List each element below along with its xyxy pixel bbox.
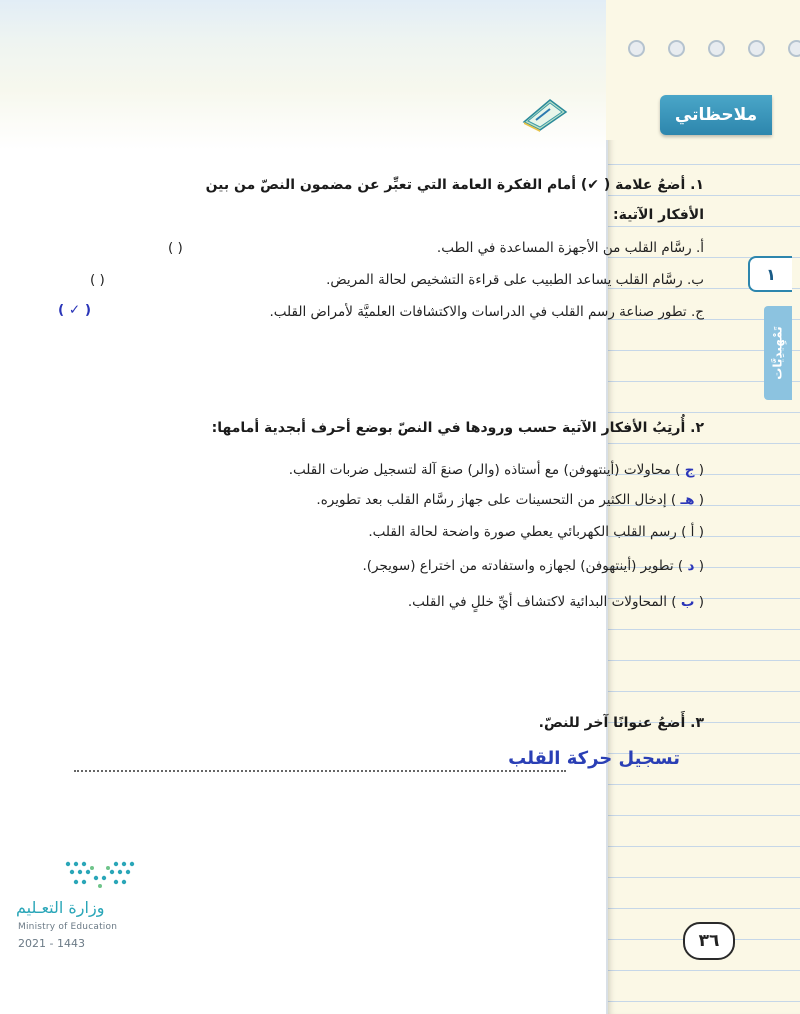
q2-item-letter: ب (680, 594, 695, 610)
page-number (683, 922, 735, 960)
q1-item-c (269, 304, 704, 320)
q2-item: ( هـ ) إدخال الكثير من التحسينات على جهاز رسَّام القلب بعد تطويره. (316, 492, 704, 508)
q1-item-text: ب. رسَّام القلب يساعد الطبيب على قراءة التشخيص لحالة المريض. (326, 272, 704, 288)
q2-item-text: تطوير (أينتهوفن) لجهازه واستفادته من اختراع (سويجر). (362, 558, 674, 574)
activity-book-icon (520, 96, 568, 132)
binder-ring-icon (788, 40, 800, 57)
q2-item: ( أ ) رسم القلب الكهربائي يعطي صورة واضحة لحالة القلب. (368, 524, 704, 540)
q2-item-text: إدخال الكثير من التحسينات على جهاز رسَّام القلب بعد تطويره. (316, 492, 667, 508)
binder-ring-icon (668, 40, 685, 57)
q2-item-letter: هـ (680, 492, 695, 508)
q2-item-text: رسم القلب الكهربائي يعطي صورة واضحة لحالة القلب. (368, 524, 677, 540)
q1-title-line1: ١. أضعُ علامة ( ✔) أمام الفكرة العامة التي تعبِّر عن مضمون النصّ من بين (205, 177, 704, 193)
q3-title: ٣. أَضعُ عنوانًا آخر للنصّ. (538, 715, 704, 731)
notes-tab (660, 95, 772, 135)
q2-item: ( ج ) محاولات (أينتهوفن) مع أستاذه (والر) صنعَ آلة لتسجيل ضربات القلب. (288, 462, 704, 478)
binder-rings (628, 40, 800, 60)
binder-ring-icon (628, 40, 645, 57)
q2-item-letter: أ (690, 524, 695, 540)
binder-ring-icon (748, 40, 765, 57)
unit-number-tab (748, 256, 792, 292)
q2-item: ( د ) تطوير (أينتهوفن) لجهازه واستفادته من اختراع (سويجر). (362, 558, 704, 574)
q1-item-b (326, 272, 704, 288)
ministry-logo-icon (16, 858, 166, 898)
q1-item-c-answer: ( ✓ ) (58, 302, 92, 318)
q3-answer[interactable]: تسجيل حركة القلب (508, 748, 680, 769)
ministry-year: 2021 - 1443 (18, 937, 85, 950)
q2-item-text: محاولات (أينتهوفن) مع أستاذه (والر) صنعَ آلة لتسجيل ضربات القلب. (288, 462, 671, 478)
section-side-tab (764, 306, 792, 400)
unit-number: ١ (766, 264, 776, 284)
ministry-name-english: Ministry of Education (18, 922, 118, 932)
q1-title-line2: الأفكار الآتية: (612, 207, 704, 223)
answer-line (74, 770, 566, 772)
q1-item-text: ج. تطور صناعة رسم القلب في الدراسات والاكتشافات العلميَّة لأمراض القلب. (269, 304, 704, 320)
q2-item: ( ب ) المحاولات البدائية لاكتشاف أيِّ خللٍ في القلب. (407, 594, 704, 610)
q1-item-text: أ. رسَّام القلب من الأجهزة المساعدة في الطب. (436, 240, 704, 256)
q2-title: ٢. أُرتِبُ الأفكار الآتية حسب ورودها في النصّ بوضع أحرف أبجدية أمامها: (211, 420, 704, 436)
ministry-name-arabic: وزارة التعـليم (16, 898, 105, 917)
section-side-label: تَمْهِيدِيَّات (771, 326, 785, 380)
q1-item-a (437, 240, 704, 256)
q1-item-b-answer: ( ) (90, 272, 105, 288)
q2-item-letter: د (687, 558, 695, 574)
page-number-text: ٣٦ (698, 931, 720, 951)
notes-tab-label: ملاحظاتي (674, 105, 758, 125)
q2-item-letter: ج (684, 462, 695, 478)
q1-item-a-answer: ( ) (168, 240, 183, 256)
q2-item-text: المحاولات البدائية لاكتشاف أيِّ خللٍ في القلب. (407, 594, 667, 610)
binder-ring-icon (708, 40, 725, 57)
